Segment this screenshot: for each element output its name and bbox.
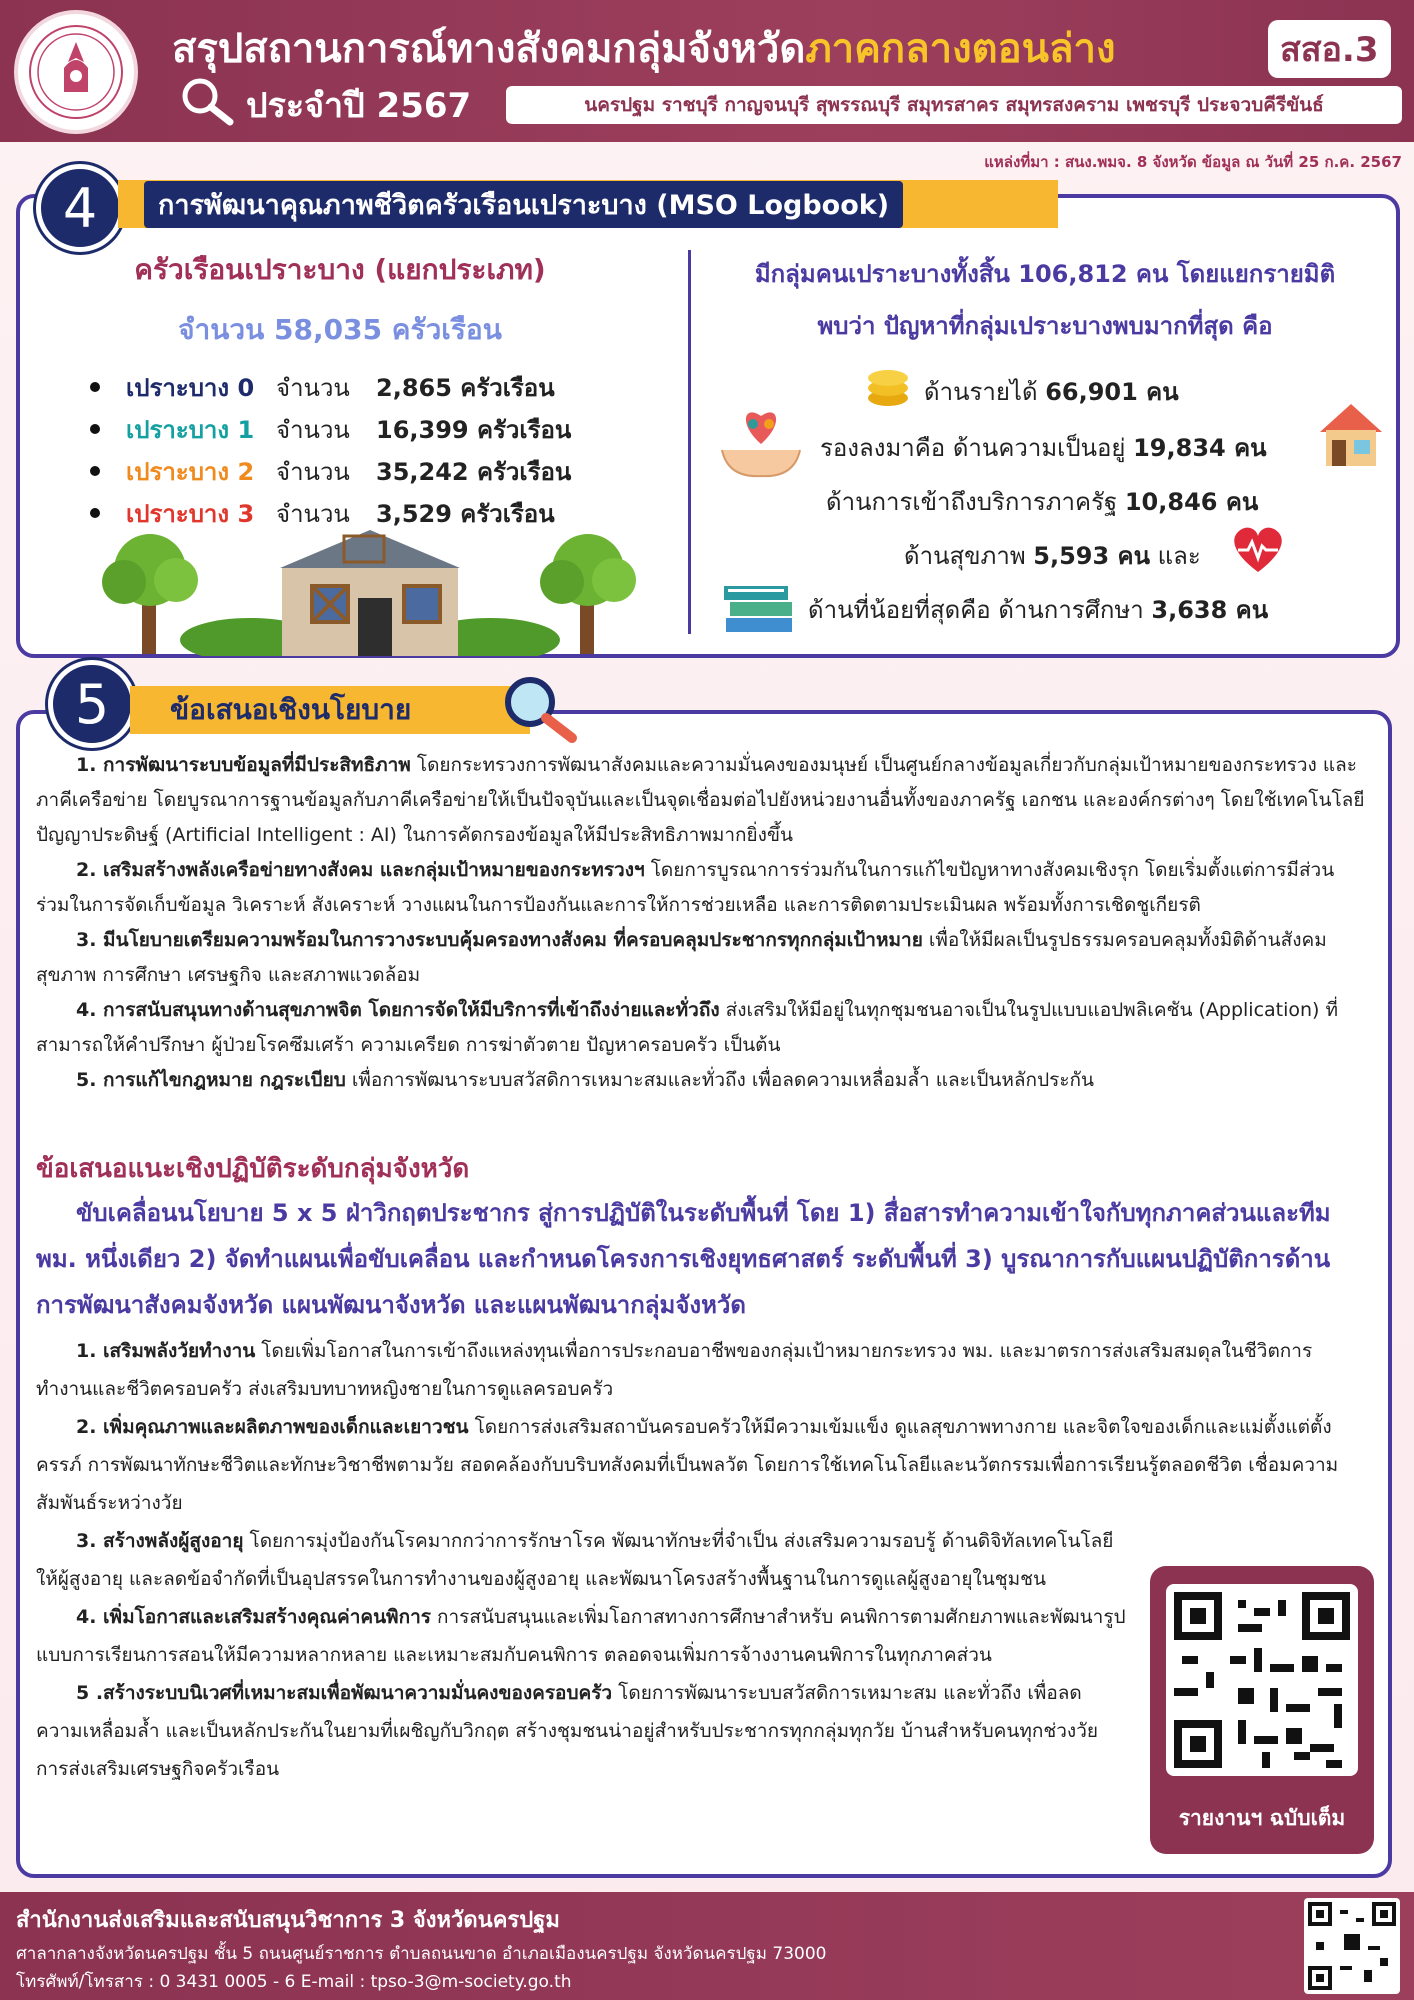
policy-item: 4. การสนับสนุนทางด้านสุขภาพจิต โดยการจัดให้มีบริการที่เข้าถึงง่ายและทั่วถึง ส่งเสริมให้มีอยู่ในทุกชุมชนอาจเป็นในรูปแบบแอปพลิเคชัน (Application) ที่สามารถให้คำปรึกษา ผู้ป่วยโรคซึมเศร้า ความเครียด การฆ่าตัวตาย ปัญหาครอบครัว เป็นต้น: [36, 999, 1339, 1056]
practice-item: 1. เสริมพลังวัยทำงาน โดยเพิ่มโอกาสในการเข้าถึงแหล่งทุนเพื่อการประกอบอาชีพของกลุ่มเป้าหมายกระทรวง พม. และมาตรการส่งเสริมสมดุลในชีวิตการทำงานและชีวิตครอบครัว ส่งเสริมบทบาทหญิงชายในการดูแลครอบครัว: [36, 1340, 1313, 1400]
households-count: จำนวน 58,035 ครัวเรือน: [178, 313, 502, 346]
living-stat: รองลงมาคือ ด้านความเป็นอยู่ 19,834 คน: [820, 434, 1267, 462]
people-problem-line: พบว่า ปัญหาที่กลุ่มเปราะบางพบมากที่สุด คือ: [817, 312, 1273, 340]
footer: [0, 1892, 1414, 2000]
header-title: สรุปสถานการณ์ทางสังคมกลุ่มจังหวัดภาคกลางตอนล่าง: [172, 26, 1116, 72]
house-icon: [1316, 400, 1386, 470]
list-item: เปราะบาง 3 จำนวน 3,529 ครัวเรือน: [90, 492, 600, 534]
vulnerable-households-block: [80, 248, 600, 534]
qr-caption: รายงานฯ ฉบับเต็ม: [1178, 1806, 1346, 1830]
list-item: เปราะบาง 0 จำนวน 2,865 ครัวเรือน: [90, 366, 600, 408]
data-source-note: แหล่งที่มา : สนง.พมจ. 8 จังหวัด ข้อมูล ณ วันที่ 25 ก.ค. 2567: [984, 153, 1402, 171]
practice-item: 2. เพิ่มคุณภาพและผลิตภาพของเด็กและเยาวชน โดยการส่งเสริมสถาบันครอบครัวให้มีความเข้มแข็ง ดูแลสุขภาพทางกาย และจิตใจของเด็กและแม่ตั้งแต่ตั้งครรภ์ การพัฒนาทักษะชีวิตและทักษะวิชาชีพตามวัย สอดคล้องกับบริบทสังคมที่เป็นพลวัต โดยการใช้เทคโนโลยีและนวัตกรรมเพื่อการเรียนรู้ตลอดชีวิต เชื่อมความสัมพันธ์ระหว่างวัย: [36, 1416, 1339, 1514]
policy-item: 2. เสริมสร้างพลังเครือข่ายทางสังคม และกลุ่มเป้าหมายของกระทรวงฯ โดยการบูรณาการร่วมกันในการแก้ไขปัญหาทางสังคมเชิงรุก โดยเริ่มตั้งแต่การมีส่วนร่วมในการจัดเก็บข้อมูล วิเคราะห์ สังเคราะห์ วางแผนในการป้องกันและการให้การช่วยเหลือ และการติดตามประเมินผล พร้อมทั้งการเชิดชูเกียรติ: [36, 859, 1335, 916]
public-service-stat: ด้านการเข้าถึงบริการภาครัฐ 10,846 คน: [826, 488, 1259, 516]
office-badge: สสอ.3: [1268, 20, 1391, 78]
policy-item: 1. การพัฒนาระบบข้อมูลที่มีประสิทธิภาพ โดยกระทรวงการพัฒนาสังคมและความมั่นคงของมนุษย์ เป็นศูนย์กลางข้อมูลเกี่ยวกับกลุ่มเป้าหมายของกระทรวง และภาคีเครือข่าย โดยบูรณาการฐานข้อมูลกับภาคีเครือข่ายให้เป็นปัจจุบันและเป็นจุดเชื่อมต่อไปยังหน่วยงานอื่นทั้งของภาครัฐ เอกชน และองค์กรต่างๆ โดยใช้เทคโนโลยีปัญญาประดิษฐ์ (Artificial Intelligent : AI) ในการคัดกรองข้อมูลให้มีประสิทธิภาพมากยิ่งขึ้น: [36, 754, 1365, 846]
footer-address: ศาลากลางจังหวัดนครปฐม ชั้น 5 ถนนศูนย์ราชการ ตำบลถนนขาด อำเภอเมืองนครปฐม จังหวัดนครปฐม 73000: [16, 1944, 827, 1964]
section-4-divider: [688, 250, 691, 634]
practical-lead-text: ขับเคลื่อนนโยบาย 5 x 5 ฝ่าวิกฤตประชากร สู่การปฏิบัติในระดับพื้นที่ โดย 1) สื่อสารทำความเข้าใจกับทุกภาคส่วนและทีม พม. หนึ่งเดียว 2) จัดทำแผนเพื่อขับเคลื่อน และกำหนดโครงการเชิงยุทธศาสตร์ ระดับพื้นที่ 3) บูรณาการกับแผนปฏิบัติการด้านการพัฒนาสังคมจังหวัด แผนพัฒนาจังหวัด และแผนพัฒนากลุ่มจังหวัด: [36, 1199, 1331, 1319]
search-icon: [180, 76, 236, 126]
coin-stack-icon: [864, 364, 912, 408]
province-list: นครปฐม ราชบุรี กาญจนบุรี สุพรรณบุรี สมุทรสาคร สมุทรสงคราม เพชรบุรี ประจวบคีรีขันธ์: [506, 86, 1402, 124]
vulnerable-people-block: [700, 248, 1390, 352]
list-item: เปราะบาง 1 จำนวน 16,399 ครัวเรือน: [90, 408, 600, 450]
policy-item: 5. การแก้ไขกฎหมาย กฎระเบียบ เพื่อการพัฒนาระบบสวัสดิการเหมาะสมและทั่วถึง เพื่อลดความเหลื่อมล้ำ และเป็นหลักประกัน: [76, 1069, 1095, 1091]
header-subtitle: ประจำปี 2567: [246, 86, 472, 126]
full-report-qr-card[interactable]: [1150, 1566, 1374, 1854]
section-5-title: ข้อเสนอเชิงนโยบาย: [130, 686, 530, 734]
broken-house-illustration: [100, 528, 640, 656]
footer-qr-code[interactable]: [1304, 1898, 1400, 1994]
policy-proposals: [36, 748, 1366, 1098]
ministry-seal-logo: [14, 10, 138, 134]
header-banner: [0, 0, 1414, 142]
practice-item: 4. เพิ่มโอกาสและเสริมสร้างคุณค่าคนพิการ การสนับสนุนและเพิ่มโอกาสทางการศึกษาสำหรับ คนพิการตามศักยภาพและพัฒนารูปแบบการเรียนการสอนให้มีความหลากหลาย และเหมาะสมกับคนพิการ ตลอดจนเพิ่มการจ้างงานคนพิการในทุกภาคส่วน: [36, 1606, 1126, 1666]
policy-item: 3. มีนโยบายเตรียมความพร้อมในการวางระบบคุ้มครองทางสังคม ที่ครอบคลุมประชากรทุกกลุ่มเป้าหมาย เพื่อให้มีผลเป็นรูปธรรมครอบคลุมทั้งมิติด้านสังคม สุขภาพ การศึกษา เศรษฐกิจ และสภาพแวดล้อม: [36, 929, 1327, 986]
health-stat: ด้านสุขภาพ 5,593 คน และ: [904, 542, 1201, 570]
section-5-number: 5: [48, 660, 136, 748]
care-hands-icon: [718, 400, 804, 480]
section-4-title: การพัฒนาคุณภาพชีวิตครัวเรือนเปราะบาง (MSO Logbook): [118, 180, 1058, 228]
practice-item: 3. สร้างพลังผู้สูงอายุ โดยการมุ่งป้องกันโรคมากกว่าการรักษาโรค พัฒนาทักษะที่จำเป็น ส่งเสริมความรอบรู้ ด้านดิจิทัลเทคโนโลยีให้ผู้สูงอายุ และลดข้อจำกัดที่เป็นอุปสรรคในการทำงานของผู้สูงอายุ และพัฒนาโครงสร้างพื้นฐานในการดูแลผู้สูงอายุในชุมชน: [36, 1530, 1114, 1590]
income-stat: ด้านรายได้ 66,901 คน: [924, 378, 1179, 406]
section-4-number: 4: [36, 164, 124, 252]
qr-code[interactable]: [1166, 1584, 1358, 1776]
magnifier-icon: [500, 672, 580, 744]
footer-contact: โทรศัพท์/โทรสาร : 0 3431 0005 - 6 E-mail : tpso-3@m-society.go.th: [16, 1972, 572, 1992]
people-total-line: มีกลุ่มคนเปราะบางทั้งสิ้น 106,812 คน โดยแยกรายมิติ: [754, 260, 1336, 288]
heart-pulse-icon: [1230, 524, 1286, 576]
books-icon: [722, 578, 796, 636]
footer-org-name: สำนักงานส่งเสริมและสนับสนุนวิชาการ 3 จังหวัดนครปฐม: [16, 1908, 560, 1933]
households-title: ครัวเรือนเปราะบาง (แยกประเภท): [134, 253, 546, 286]
practice-item: 5 .สร้างระบบนิเวศที่เหมาะสมเพื่อพัฒนาความมั่นคงของครอบครัว โดยการพัฒนาระบบสวัสดิการเหมาะสม และทั่วถึง เพื่อลดความเหลื่อมล้ำ และเป็นหลักประกันในยามที่เผชิญกับวิกฤต สร้างชุมชนน่าอยู่สำหรับประชากรทุกกลุ่มทุกวัย บ้านสำหรับคนทุกช่วงวัย การส่งเสริมเศรษฐกิจครัวเรือน: [36, 1682, 1099, 1780]
practical-recommendations-heading: ข้อเสนอแนะเชิงปฏิบัติระดับกลุ่มจังหวัด: [36, 1154, 470, 1184]
vulnerability-list: [90, 366, 600, 534]
education-stat: ด้านที่น้อยที่สุดคือ ด้านการศึกษา 3,638 คน: [808, 596, 1269, 624]
list-item: เปราะบาง 2 จำนวน 35,242 ครัวเรือน: [90, 450, 600, 492]
